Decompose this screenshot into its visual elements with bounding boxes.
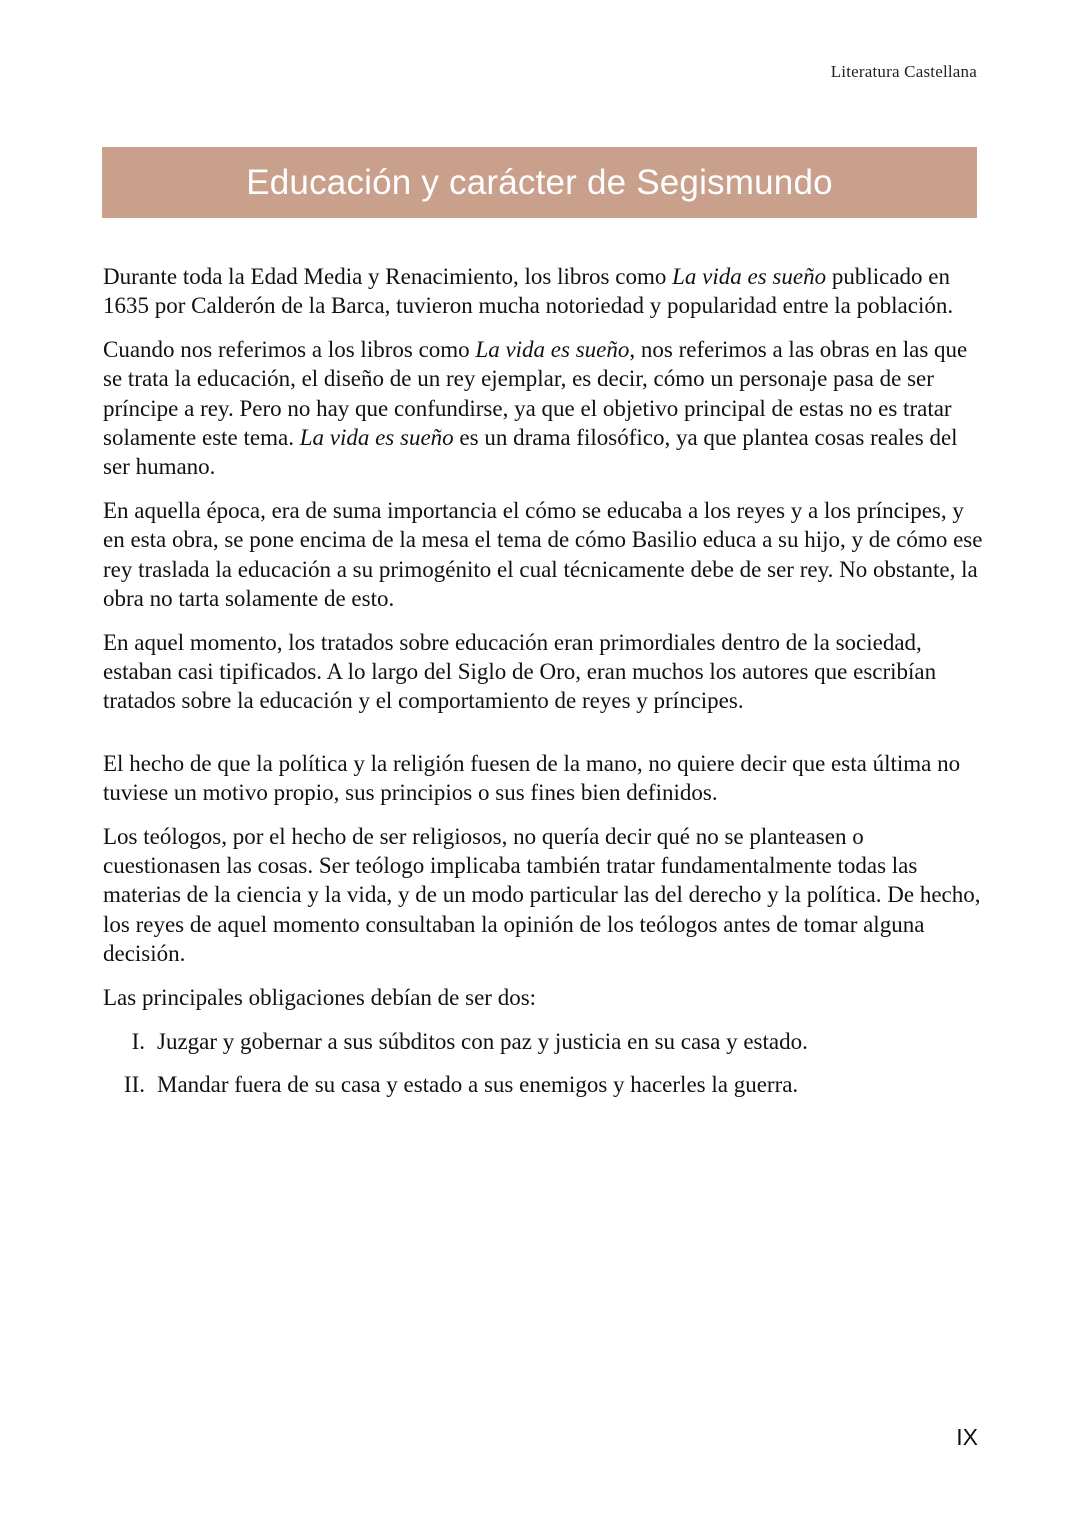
paragraph-1 xyxy=(103,262,983,321)
page-number: IX xyxy=(956,1424,978,1450)
work-title-italic: La vida es sueño xyxy=(672,264,827,289)
obligations-list xyxy=(103,1027,983,1100)
paragraph-6: Los teólogos, por el hecho de ser religiosos, no quería decir qué no se planteasen o cuestionasen las cosas. Ser teólogo implicaba también tratar fundamentalmente todas las materias de la ciencia y la vida, y de un modo particular las del derecho y la política. De hecho, los reyes de aquel momento consultaban la opinión de los teólogos antes de tomar alguna decisión. xyxy=(103,823,981,966)
paragraph-1-text-b: publicado en 1635 por Calderón de la Barca, tuvieron mucha notoriedad y popularidad entre la población. xyxy=(103,264,954,319)
body-content xyxy=(103,262,983,1114)
paragraph-2 xyxy=(103,335,983,481)
paragraph-3: En aquella época, era de suma importancia el cómo se educaba a los reyes y a los príncipes, y en esta obra, se pone encima de la mesa el tema de cómo Basilio educa a su hijo, y de cómo ese rey traslada la educación a su primogénito el cual técnicamente debe de ser rey. No obstante, la obra no tarta solamente de esto. xyxy=(103,498,983,611)
section-title-band xyxy=(102,147,977,218)
work-title-italic: La vida es sueño xyxy=(475,337,630,363)
paragraph-2-text-c: es un drama filosófico, ya que plantea cosas reales del ser humano. xyxy=(103,424,958,480)
running-header: Literatura Castellana xyxy=(830,62,977,81)
work-title-italic: La vida es sueño xyxy=(299,424,454,450)
paragraph-4: En aquel momento, los tratados sobre educación eran primordiales dentro de la sociedad, estaban casi tipificados. A lo largo del Siglo de Oro, eran muchos los autores que escribían tratados sobre la educación y el comportamiento de reyes y príncipes. xyxy=(103,629,937,714)
section-title: Educación y carácter de Segismundo xyxy=(246,162,833,202)
list-item xyxy=(103,1027,983,1056)
paragraph-2-text-a: Cuando nos referimos a los libros como xyxy=(103,337,476,363)
list-item-text: Mandar fuera de su casa y estado a sus enemigos y hacerles la guerra. xyxy=(157,1072,799,1098)
paragraph-2-text-b: , nos referimos a las obras en las que se trata la educación, el diseño de un rey ejemplar, es decir, cómo un personaje pasa de ser príncipe a rey. Pero no hay que confundirse, ya que el objetivo principal de estas no es tratar solamente este tema. xyxy=(103,337,968,450)
list-item xyxy=(103,1070,983,1099)
list-item-text: Juzgar y gobernar a sus súbditos con paz y justicia en su casa y estado. xyxy=(157,1028,808,1054)
roman-numeral-marker: I. xyxy=(131,1028,145,1054)
paragraph-1-text-a: Durante toda la Edad Media y Renacimiento, los libros como xyxy=(103,264,673,289)
roman-numeral-marker: II. xyxy=(123,1072,145,1098)
paragraph-5: El hecho de que la política y la religión fuesen de la mano, no quiere decir que esta última no tuviese un motivo propio, sus principios o sus fines bien definidos. xyxy=(103,750,961,805)
paragraph-7: Las principales obligaciones debían de ser dos: xyxy=(103,984,537,1010)
